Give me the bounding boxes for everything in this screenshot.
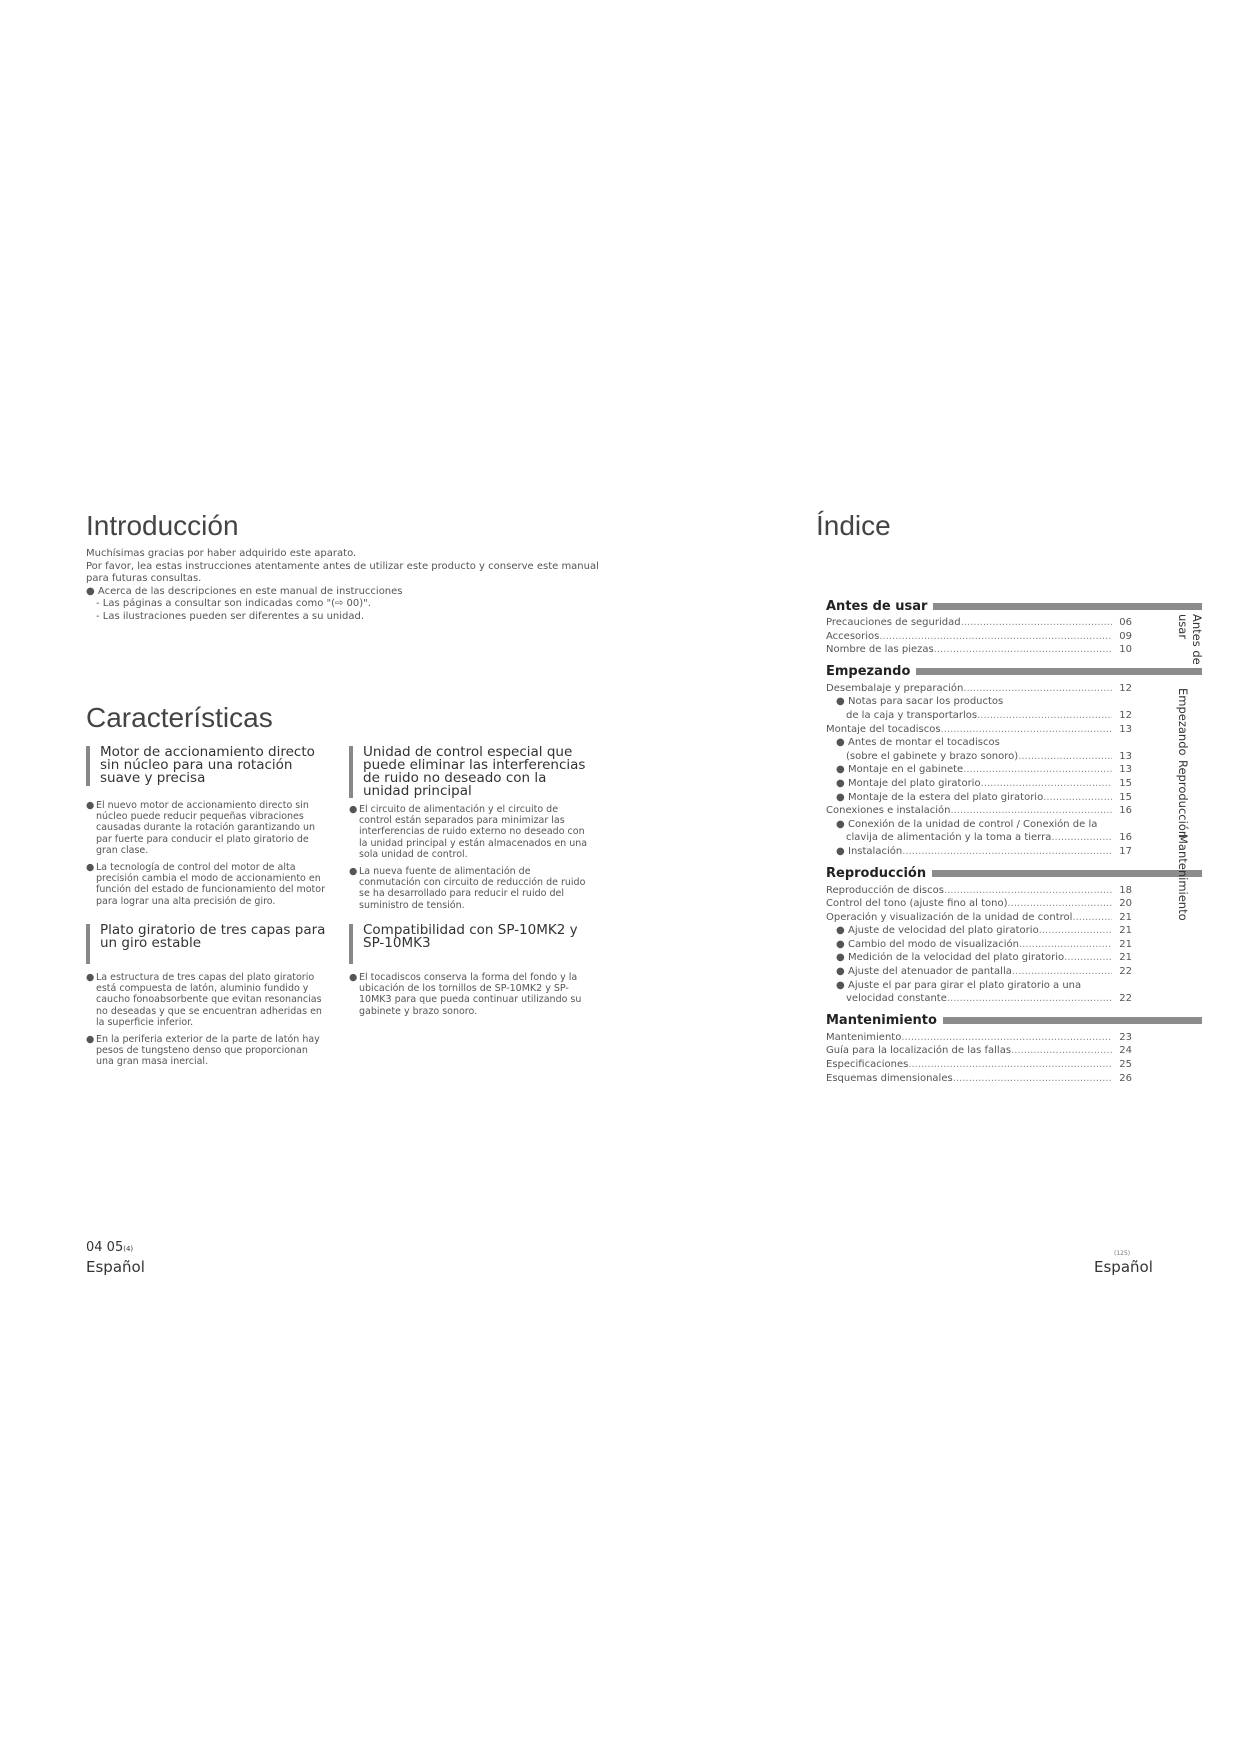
feature-item-text: La tecnología de control del motor de alta precisión cambia el modo de accionamiento en función del estado de funcionamiento del motor para lograr una alta precisión de giro. [96,862,325,907]
toc-page-number: 12 [1119,682,1132,694]
toc-entry-text: Reproducción de discos [826,884,944,896]
toc-section [826,1013,1202,1085]
toc-page-number: 24 [1119,1045,1132,1057]
bullet-icon: ● [836,925,845,937]
toc-row[interactable] [826,643,1132,657]
toc-leader-dots [879,630,1112,644]
toc-row[interactable] [826,736,1132,750]
toc-section-heading [826,1013,1202,1029]
toc-entry-text: Especificaciones [826,1059,909,1071]
bullet-icon: ● [836,952,845,964]
toc-row[interactable] [826,682,1132,696]
toc-entry-text: Guía para la localización de las fallas [826,1045,1012,1057]
toc-entry-text: Conexión de la unidad de control / Conexión de la [848,818,1098,830]
toc-page-number: 09 [1119,630,1132,642]
toc-entry-text: Nombre de las piezas [826,644,934,656]
toc-leader-dots [963,682,1112,696]
toc-entry-text: Ajuste de velocidad del plato giratorio [848,925,1039,937]
toc-entry-text: de la caja y transportarlos [846,709,978,721]
feature-item-text: La nueva fuente de alimentación de conmutación con circuito de reducción de ruido se ha desarrollado para reducir el ruido del suministro de tensión. [359,866,586,911]
bullet-icon: ● [86,585,95,597]
bullet-icon: ● [836,845,845,857]
side-tab-antes: Antes de usar [1176,614,1204,665]
toc-row[interactable] [826,1044,1132,1058]
toc-section [826,664,1202,859]
bullet-icon: ● [86,800,95,811]
toc-row[interactable] [826,897,1132,911]
toc-page-number: 23 [1119,1031,1132,1043]
toc-leader-dots [941,723,1112,737]
intro-bullet [86,586,606,599]
page-number-text: 04 05 [86,1240,124,1255]
toc-row[interactable] [826,938,1132,952]
toc-page-number: 13 [1119,750,1132,762]
table-of-contents [826,598,1202,1092]
toc-page-number: 10 [1119,644,1132,656]
bullet-icon: ● [349,804,358,815]
toc-row[interactable] [826,979,1132,993]
feature-list [86,800,326,907]
feature-block [349,924,589,1023]
toc-row[interactable] [826,791,1132,805]
toc-row[interactable] [826,763,1132,777]
feature-item-text: La estructura de tres capas del plato giratorio está compuesta de latón, aluminio fundido y caucho fonoabsorbente que evitan resonancias no deseadas y que se encuentran adheridas en la superficie inferior. [96,972,322,1028]
list-item [86,862,326,907]
toc-row[interactable] [826,750,1132,764]
toc-leader-dots [1064,951,1112,965]
bullet-icon: ● [836,764,845,776]
toc-entry-text: Accesorios [826,630,880,642]
toc-leader-dots [1043,791,1112,805]
list-item [86,800,326,856]
toc-leader-dots [981,777,1112,791]
toc-leader-dots [963,763,1112,777]
feature-block [86,746,326,913]
toc-entry-text: Conexiones e instalación [826,805,951,817]
toc-page-number: 22 [1119,966,1132,978]
bullet-icon: ● [836,966,845,978]
toc-row[interactable] [826,804,1132,818]
toc-leader-dots [1072,911,1112,925]
toc-entry-text: Esquemas dimensionales [826,1072,953,1084]
toc-row[interactable] [826,723,1132,737]
page-number [86,1240,133,1255]
toc-row[interactable] [826,911,1132,925]
toc-row[interactable] [826,951,1132,965]
feature-heading: Compatibilidad con SP-10MK2 y SP-10MK3 [349,924,589,964]
toc-entry-text: Medición de la velocidad del plato giratorio [848,952,1065,964]
toc-entry-text: Montaje en el gabinete [848,764,964,776]
intro-line: Muchísimas gracias por haber adquirido este aparato. [86,548,357,559]
page-mark: (4) [123,1245,134,1253]
toc-entry-text: Antes de montar el tocadiscos [848,737,1000,749]
bullet-icon: ● [836,979,845,991]
toc-row[interactable] [826,818,1132,832]
toc-page-number: 12 [1119,709,1132,721]
list-item [86,1034,326,1068]
toc-page-number: 15 [1119,777,1132,789]
toc-leader-dots [961,616,1112,630]
toc-leader-dots [947,992,1112,1006]
feature-heading: Unidad de control especial que puede eliminar las interferencias de ruido no deseado con la unidad principal [349,746,589,798]
toc-section-title: Empezando [826,664,911,680]
toc-section [826,866,1202,1006]
feature-item-text: El nuevo motor de accionamiento directo sin núcleo puede reducir pequeñas vibraciones causadas durante la rotación garantizando un par fuerte para conducir el plato giratorio de gran clase. [96,800,315,856]
toc-entry-text: velocidad constante [846,993,947,1005]
toc-entry-text: Precauciones de seguridad [826,617,961,628]
toc-leader-dots [1039,924,1112,938]
toc-leader-dots [901,1031,1112,1045]
intro-sub: - Las ilustraciones pueden ser diferentes a su unidad. [96,610,365,622]
bullet-icon: ● [349,866,358,878]
intro-line: para futuras consultas. [86,573,202,584]
toc-page-number: 18 [1119,884,1132,896]
toc-section-bar [932,870,1202,877]
feature-block [86,924,326,1074]
toc-entry-text: Instalación [848,845,903,857]
toc-leader-dots [1018,750,1112,764]
toc-leader-dots [1012,965,1112,979]
feature-block [349,746,589,917]
page-mark-right: (125) [1114,1250,1131,1257]
toc-page-number: 13 [1119,723,1132,735]
feature-item-text: El circuito de alimentación y el circuito de control están separados para minimizar las interferencias de ruido externo no deseado con la unidad principal y están almacenados en una sola unidad de control. [359,804,588,860]
toc-entry-text: Operación y visualización de la unidad de control [826,911,1073,923]
toc-row[interactable] [826,1031,1132,1045]
toc-entry-text: Desembalaje y preparación [826,682,964,694]
toc-section-bar [933,603,1202,610]
toc-page-number: 20 [1119,898,1132,910]
toc-leader-dots [1051,831,1112,845]
toc-leader-dots [1019,938,1112,952]
toc-leader-dots [950,804,1112,818]
toc-section-title: Mantenimiento [826,1013,937,1029]
toc-row[interactable] [826,845,1132,859]
toc-row[interactable] [826,992,1132,1006]
feature-heading: Motor de accionamiento directo sin núcleo para una rotación suave y precisa [86,746,326,786]
toc-row[interactable] [826,884,1132,898]
features-title: Características [86,702,273,733]
toc-section-title: Antes de usar [826,598,928,614]
feature-item-text: En la periferia exterior de la parte de latón hay pesos de tungsteno denso que proporcionan una gran masa inercial. [96,1034,320,1068]
toc-section-heading [826,866,1202,882]
bullet-icon: ● [836,791,845,803]
list-item [86,972,326,1028]
toc-leader-dots [1011,1044,1112,1058]
toc-entry-text: Notas para sacar los productos [848,696,1004,708]
toc-row[interactable] [826,1072,1132,1086]
toc-section-title: Reproducción [826,866,927,881]
bullet-icon: ● [836,938,845,950]
toc-entry-text: clavija de alimentación y la toma a tierra [846,832,1052,844]
toc-page-number: 21 [1119,952,1132,964]
bullet-icon: ● [86,1034,95,1046]
list-item [349,804,589,860]
toc-page-number: 25 [1119,1059,1132,1071]
toc-leader-dots [902,845,1112,859]
toc-section-bar [916,668,1202,675]
toc-row[interactable] [826,777,1132,791]
feature-list [86,972,326,1068]
toc-section-bar [943,1017,1202,1024]
toc-leader-dots [1007,897,1112,911]
bullet-icon: ● [86,972,95,983]
feature-list [349,972,589,1017]
toc-entry-text: Montaje de la estera del plato giratorio [848,791,1044,803]
toc-page-number: 21 [1119,911,1132,923]
toc-entry-text: Ajuste el par para girar el plato giratorio a una [848,979,1082,991]
toc-page-number: 21 [1119,925,1132,937]
intro-sub: - Las páginas a consultar son indicadas como "(⇨ 00)". [96,598,371,609]
toc-entry-text: Montaje del plato giratorio [848,777,981,789]
bullet-icon: ● [836,696,845,708]
toc-page-number: 22 [1119,993,1132,1005]
list-item [349,866,589,911]
toc-section-heading [826,664,1202,680]
side-tab-empezando: Empezando [1176,688,1190,756]
bullet-icon: ● [349,972,358,983]
toc-row[interactable] [826,1058,1132,1072]
toc-row[interactable] [826,965,1132,979]
toc-entry-text: (sobre el gabinete y brazo sonoro) [846,750,1019,762]
list-item [349,972,589,1017]
language-label-right: Español [1094,1258,1153,1276]
side-tab-mantenimiento: Mantenimiento [1176,834,1190,921]
toc-row[interactable] [826,831,1132,845]
toc-page-number: 17 [1119,845,1132,857]
toc-entry-text: Control del tono (ajuste fino al tono) [826,898,1008,910]
toc-row[interactable] [826,924,1132,938]
toc-page-number: 06 [1119,617,1132,628]
intro-title: Introducción [86,510,239,541]
intro-text [86,548,606,623]
toc-entry-text: Mantenimiento [826,1031,902,1043]
toc-leader-dots [908,1058,1112,1072]
toc-leader-dots [953,1072,1112,1086]
toc-row[interactable] [826,616,1132,630]
feature-list [349,804,589,911]
toc-row[interactable] [826,695,1132,709]
intro-line: Por favor, lea estas instrucciones atentamente antes de utilizar este producto y conserve este manual [86,560,599,572]
toc-row[interactable] [826,709,1132,723]
feature-item-text: El tocadiscos conserva la forma del fondo y la ubicación de los tornillos de SP-10MK2 y SP-10MK3 para que pueda continuar utilizando su gabinete y brazo sonoro. [359,972,582,1017]
toc-entry-text: Ajuste del atenuador de pantalla [848,966,1012,978]
bullet-icon: ● [836,737,845,749]
bullet-icon: ● [836,818,845,830]
toc-page-number: 15 [1119,791,1132,803]
toc-page-number: 13 [1119,764,1132,776]
toc-page-number: 21 [1119,938,1132,950]
toc-row[interactable] [826,630,1132,644]
toc-page-number: 16 [1119,832,1132,844]
toc-leader-dots [934,643,1112,657]
intro-bullet-text: Acerca de las descripciones en este manual de instrucciones [97,585,403,597]
side-tab-reproduccion: Reproducción [1176,760,1190,839]
toc-section [826,598,1202,657]
toc-leader-dots [944,884,1112,898]
language-label: Español [86,1258,145,1276]
bullet-icon: ● [836,777,845,789]
index-title: Índice [816,510,891,541]
toc-page-number: 26 [1119,1072,1132,1084]
toc-entry-text: Cambio del modo de visualización [848,938,1019,950]
feature-heading: Plato giratorio de tres capas para un giro estable [86,924,326,964]
toc-page-number: 16 [1119,805,1132,817]
toc-section-heading [826,598,1202,614]
bullet-icon: ● [86,862,95,874]
toc-entry-text: Montaje del tocadiscos [826,723,941,735]
toc-leader-dots [977,709,1112,723]
